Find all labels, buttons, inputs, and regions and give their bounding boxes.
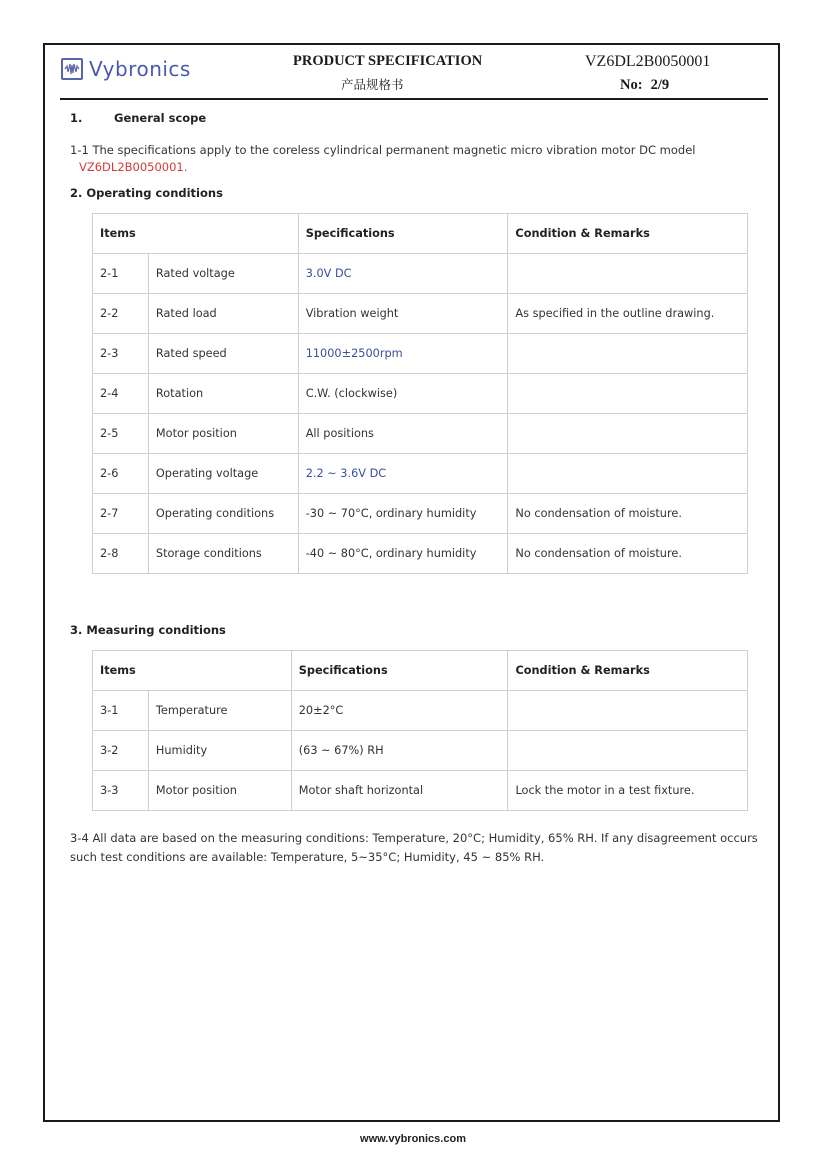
row-item: Rated speed: [148, 334, 298, 374]
document-title: PRODUCT SPECIFICATION: [293, 53, 483, 69]
table-row: [93, 294, 748, 334]
row-spec: -40 ~ 80°C, ordinary humidity: [298, 534, 508, 574]
model-number: VZ6DL2B0050001.: [79, 160, 188, 174]
page-label: No:: [620, 77, 643, 93]
row-item: Operating conditions: [148, 494, 298, 534]
row-item: Motor position: [148, 771, 291, 811]
section-3-heading: 3. Measuring conditions: [70, 623, 226, 637]
row-remark: [508, 374, 748, 414]
measuring-conditions-table: [92, 650, 748, 811]
row-id: 2-6: [93, 454, 149, 494]
row-remark: As specified in the outline drawing.: [508, 294, 748, 334]
header-remarks: Condition & Remarks: [508, 651, 748, 691]
table-row: [93, 254, 748, 294]
row-id: 2-1: [93, 254, 149, 294]
document-code: VZ6DL2B0050001: [585, 53, 711, 70]
page-frame: [43, 43, 780, 1122]
row-remark: No condensation of moisture.: [508, 534, 748, 574]
row-remark: [508, 334, 748, 374]
header-items: Items: [93, 214, 299, 254]
row-id: 2-8: [93, 534, 149, 574]
row-spec: 2.2 ~ 3.6V DC: [298, 454, 508, 494]
row-id: 3-3: [93, 771, 149, 811]
page-value: 2/9: [650, 77, 670, 93]
row-remark: [508, 454, 748, 494]
row-item: Motor position: [148, 414, 298, 454]
row-id: 3-1: [93, 691, 149, 731]
document-title-cn: 产品规格书: [341, 77, 404, 92]
section-1-heading: [70, 111, 206, 125]
table-row: [93, 414, 748, 454]
note-line-2: such test conditions are available: Temperature, 5~35°C; Humidity, 45 ~ 85% RH.: [70, 850, 545, 864]
vybronics-logo: [61, 57, 191, 81]
row-spec: 3.0V DC: [298, 254, 508, 294]
scope-text: 1-1 The specifications apply to the coreless cylindrical permanent magnetic micro vibration motor DC model: [70, 143, 696, 157]
waveform-icon: [61, 58, 83, 80]
operating-conditions-table: [92, 213, 748, 574]
table-header-row: [93, 651, 748, 691]
row-spec: (63 ~ 67%) RH: [291, 731, 508, 771]
row-id: 2-3: [93, 334, 149, 374]
footer-url[interactable]: www.vybronics.com: [360, 1133, 466, 1145]
row-remark: Lock the motor in a test fixture.: [508, 771, 748, 811]
row-spec: Motor shaft horizontal: [291, 771, 508, 811]
table-row: [93, 374, 748, 414]
table-row: [93, 731, 748, 771]
row-item: Rated load: [148, 294, 298, 334]
section-1-number: 1.: [70, 111, 83, 125]
row-remark: No condensation of moisture.: [508, 494, 748, 534]
section-2-heading: 2. Operating conditions: [70, 186, 223, 200]
section-1-title: General scope: [114, 111, 207, 125]
row-remark: [508, 414, 748, 454]
row-remark: [508, 731, 748, 771]
table-header-row: [93, 214, 748, 254]
row-remark: [508, 691, 748, 731]
page-number: [620, 77, 669, 94]
section-3-4-note: [70, 829, 758, 867]
row-item: Operating voltage: [148, 454, 298, 494]
row-id: 2-5: [93, 414, 149, 454]
row-spec: 11000±2500rpm: [298, 334, 508, 374]
header-remarks: Condition & Remarks: [508, 214, 748, 254]
section-1-paragraph: [70, 142, 695, 176]
row-item: Humidity: [148, 731, 291, 771]
row-remark: [508, 254, 748, 294]
row-id: 2-4: [93, 374, 149, 414]
table-row: [93, 534, 748, 574]
row-id: 2-7: [93, 494, 149, 534]
header-divider: [60, 98, 768, 100]
header-items: Items: [93, 651, 292, 691]
row-spec: -30 ~ 70°C, ordinary humidity: [298, 494, 508, 534]
row-spec: C.W. (clockwise): [298, 374, 508, 414]
table-row: [93, 334, 748, 374]
row-spec: All positions: [298, 414, 508, 454]
table-row: [93, 494, 748, 534]
row-item: Storage conditions: [148, 534, 298, 574]
table-row: [93, 454, 748, 494]
header-specifications: Specifications: [298, 214, 508, 254]
note-line-1: 3-4 All data are based on the measuring conditions: Temperature, 20°C; Humidity, 65% RH. If any disagreement occurs: [70, 831, 758, 845]
row-id: 2-2: [93, 294, 149, 334]
document-header: [45, 45, 778, 100]
logo-text: Vybronics: [89, 57, 191, 81]
row-spec: 20±2°C: [291, 691, 508, 731]
row-id: 3-2: [93, 731, 149, 771]
row-item: Rated voltage: [148, 254, 298, 294]
row-item: Rotation: [148, 374, 298, 414]
table-row: [93, 771, 748, 811]
table-row: [93, 691, 748, 731]
header-specifications: Specifications: [291, 651, 508, 691]
row-item: Temperature: [148, 691, 291, 731]
row-spec: Vibration weight: [298, 294, 508, 334]
